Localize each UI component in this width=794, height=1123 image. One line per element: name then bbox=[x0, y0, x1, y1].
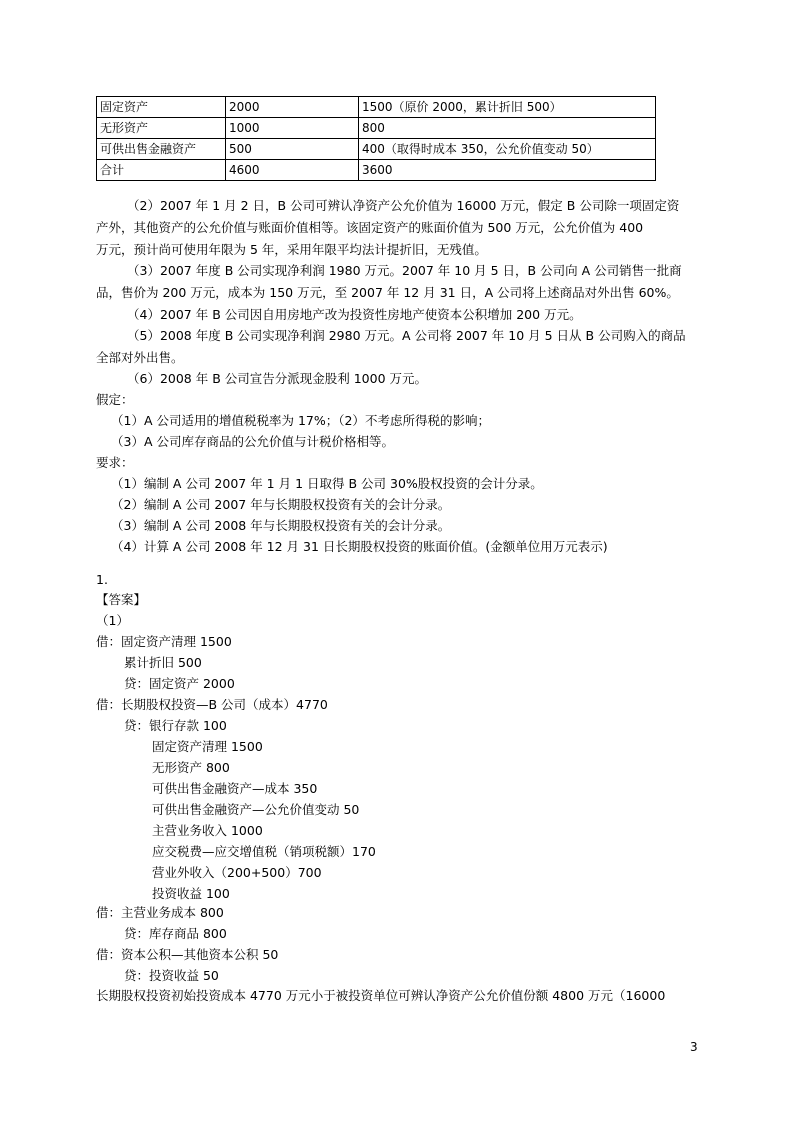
text-line: 贷：投资收益 50 bbox=[124, 968, 219, 983]
text-line: 可供出售金融资产—公允价值变动 50 bbox=[152, 802, 360, 817]
table-cell: 1000 bbox=[226, 118, 359, 139]
text-line: 借：主营业务成本 800 bbox=[96, 905, 224, 920]
text-line: 借：长期股权投资—B 公司（成本）4770 bbox=[96, 697, 328, 712]
text-line: 假定： bbox=[96, 392, 134, 407]
text-line: 可供出售金融资产—成本 350 bbox=[152, 781, 318, 796]
table-cell: 固定资产 bbox=[97, 97, 226, 118]
text-line: 万元，预计尚可使用年限为 5 年，采用年限平均法计提折旧，无残值。 bbox=[96, 242, 487, 257]
table-row bbox=[97, 160, 656, 181]
text-line: 无形资产 800 bbox=[152, 760, 230, 775]
table-cell: 1500（原价 2000，累计折旧 500） bbox=[359, 97, 656, 118]
text-line: 1. bbox=[96, 572, 108, 587]
text-line: 营业外收入（200+500）700 bbox=[152, 865, 322, 880]
text-line: （3）2007 年度 B 公司实现净利润 1980 万元。2007 年 10 月 5 日，B 公司向 A 公司销售一批商 bbox=[127, 263, 682, 278]
text-line: 【答案】 bbox=[96, 592, 147, 607]
asset-table bbox=[96, 96, 656, 181]
table-row bbox=[97, 97, 656, 118]
text-line: （4）2007 年 B 公司因自用房地产改为投资性房地产使资本公积增加 200 万元。 bbox=[127, 307, 582, 322]
table-row bbox=[97, 118, 656, 139]
text-line: 主营业务收入 1000 bbox=[152, 823, 263, 838]
table-cell: 可供出售金融资产 bbox=[97, 139, 226, 160]
text-line: （2）编制 A 公司 2007 年与长期股权投资有关的会计分录。 bbox=[111, 497, 451, 512]
text-line: 要求： bbox=[96, 455, 134, 470]
table-cell: 800 bbox=[359, 118, 656, 139]
text-line: （4）计算 A 公司 2008 年 12 月 31 日长期股权投资的账面价值。(金额单位用万元表示) bbox=[111, 539, 608, 554]
table-cell: 合计 bbox=[97, 160, 226, 181]
text-line: （6）2008 年 B 公司宣告分派现金股利 1000 万元。 bbox=[127, 371, 428, 386]
text-line: 贷：库存商品 800 bbox=[124, 926, 227, 941]
text-line: 借：资本公积—其他资本公积 50 bbox=[96, 947, 279, 962]
text-line: （1）A 公司适用的增值税税率为 17%；（2）不考虑所得税的影响； bbox=[111, 413, 490, 428]
text-line: 产外，其他资产的公允价值与账面价值相等。该固定资产的账面价值为 500 万元，公允价值为 400 bbox=[96, 220, 644, 235]
table-cell: 3600 bbox=[359, 160, 656, 181]
page-number: 3 bbox=[690, 1040, 698, 1054]
text-line: 品，售价为 200 万元，成本为 150 万元，至 2007 年 12 月 31 日，A 公司将上述商品对外出售 60%。 bbox=[96, 285, 679, 300]
text-line: （3）编制 A 公司 2008 年与长期股权投资有关的会计分录。 bbox=[111, 518, 451, 533]
table-cell: 2000 bbox=[226, 97, 359, 118]
text-line: （1）编制 A 公司 2007 年 1 月 1 日取得 B 公司 30%股权投资的会计分录。 bbox=[111, 476, 543, 491]
text-line: 全部对外出售。 bbox=[96, 350, 184, 365]
text-line: 投资收益 100 bbox=[152, 886, 230, 901]
text-line: 应交税费—应交增值税（销项税额）170 bbox=[152, 844, 376, 859]
text-line: （2）2007 年 1 月 2 日，B 公司可辨认净资产公允价值为 16000 万元，假定 B 公司除一项固定资 bbox=[127, 198, 680, 213]
table-cell: 无形资产 bbox=[97, 118, 226, 139]
text-line: 借：固定资产清理 1500 bbox=[96, 634, 232, 649]
text-line: 贷：银行存款 100 bbox=[124, 718, 227, 733]
text-line: 固定资产清理 1500 bbox=[152, 739, 263, 754]
text-line: 累计折旧 500 bbox=[124, 655, 202, 670]
text-line: （5）2008 年度 B 公司实现净利润 2980 万元。A 公司将 2007 年 10 月 5 日从 B 公司购入的商品 bbox=[127, 328, 686, 343]
text-line: 贷：固定资产 2000 bbox=[124, 676, 235, 691]
text-line: （3）A 公司库存商品的公允价值与计税价格相等。 bbox=[111, 434, 394, 449]
text-line: （1） bbox=[96, 613, 129, 628]
table-cell: 500 bbox=[226, 139, 359, 160]
table-cell: 400（取得时成本 350，公允价值变动 50） bbox=[359, 139, 656, 160]
table-cell: 4600 bbox=[226, 160, 359, 181]
table-row bbox=[97, 139, 656, 160]
text-line: 长期股权投资初始投资成本 4770 万元小于被投资单位可辨认净资产公允价值份额 4800 万元（16000 bbox=[96, 988, 666, 1003]
